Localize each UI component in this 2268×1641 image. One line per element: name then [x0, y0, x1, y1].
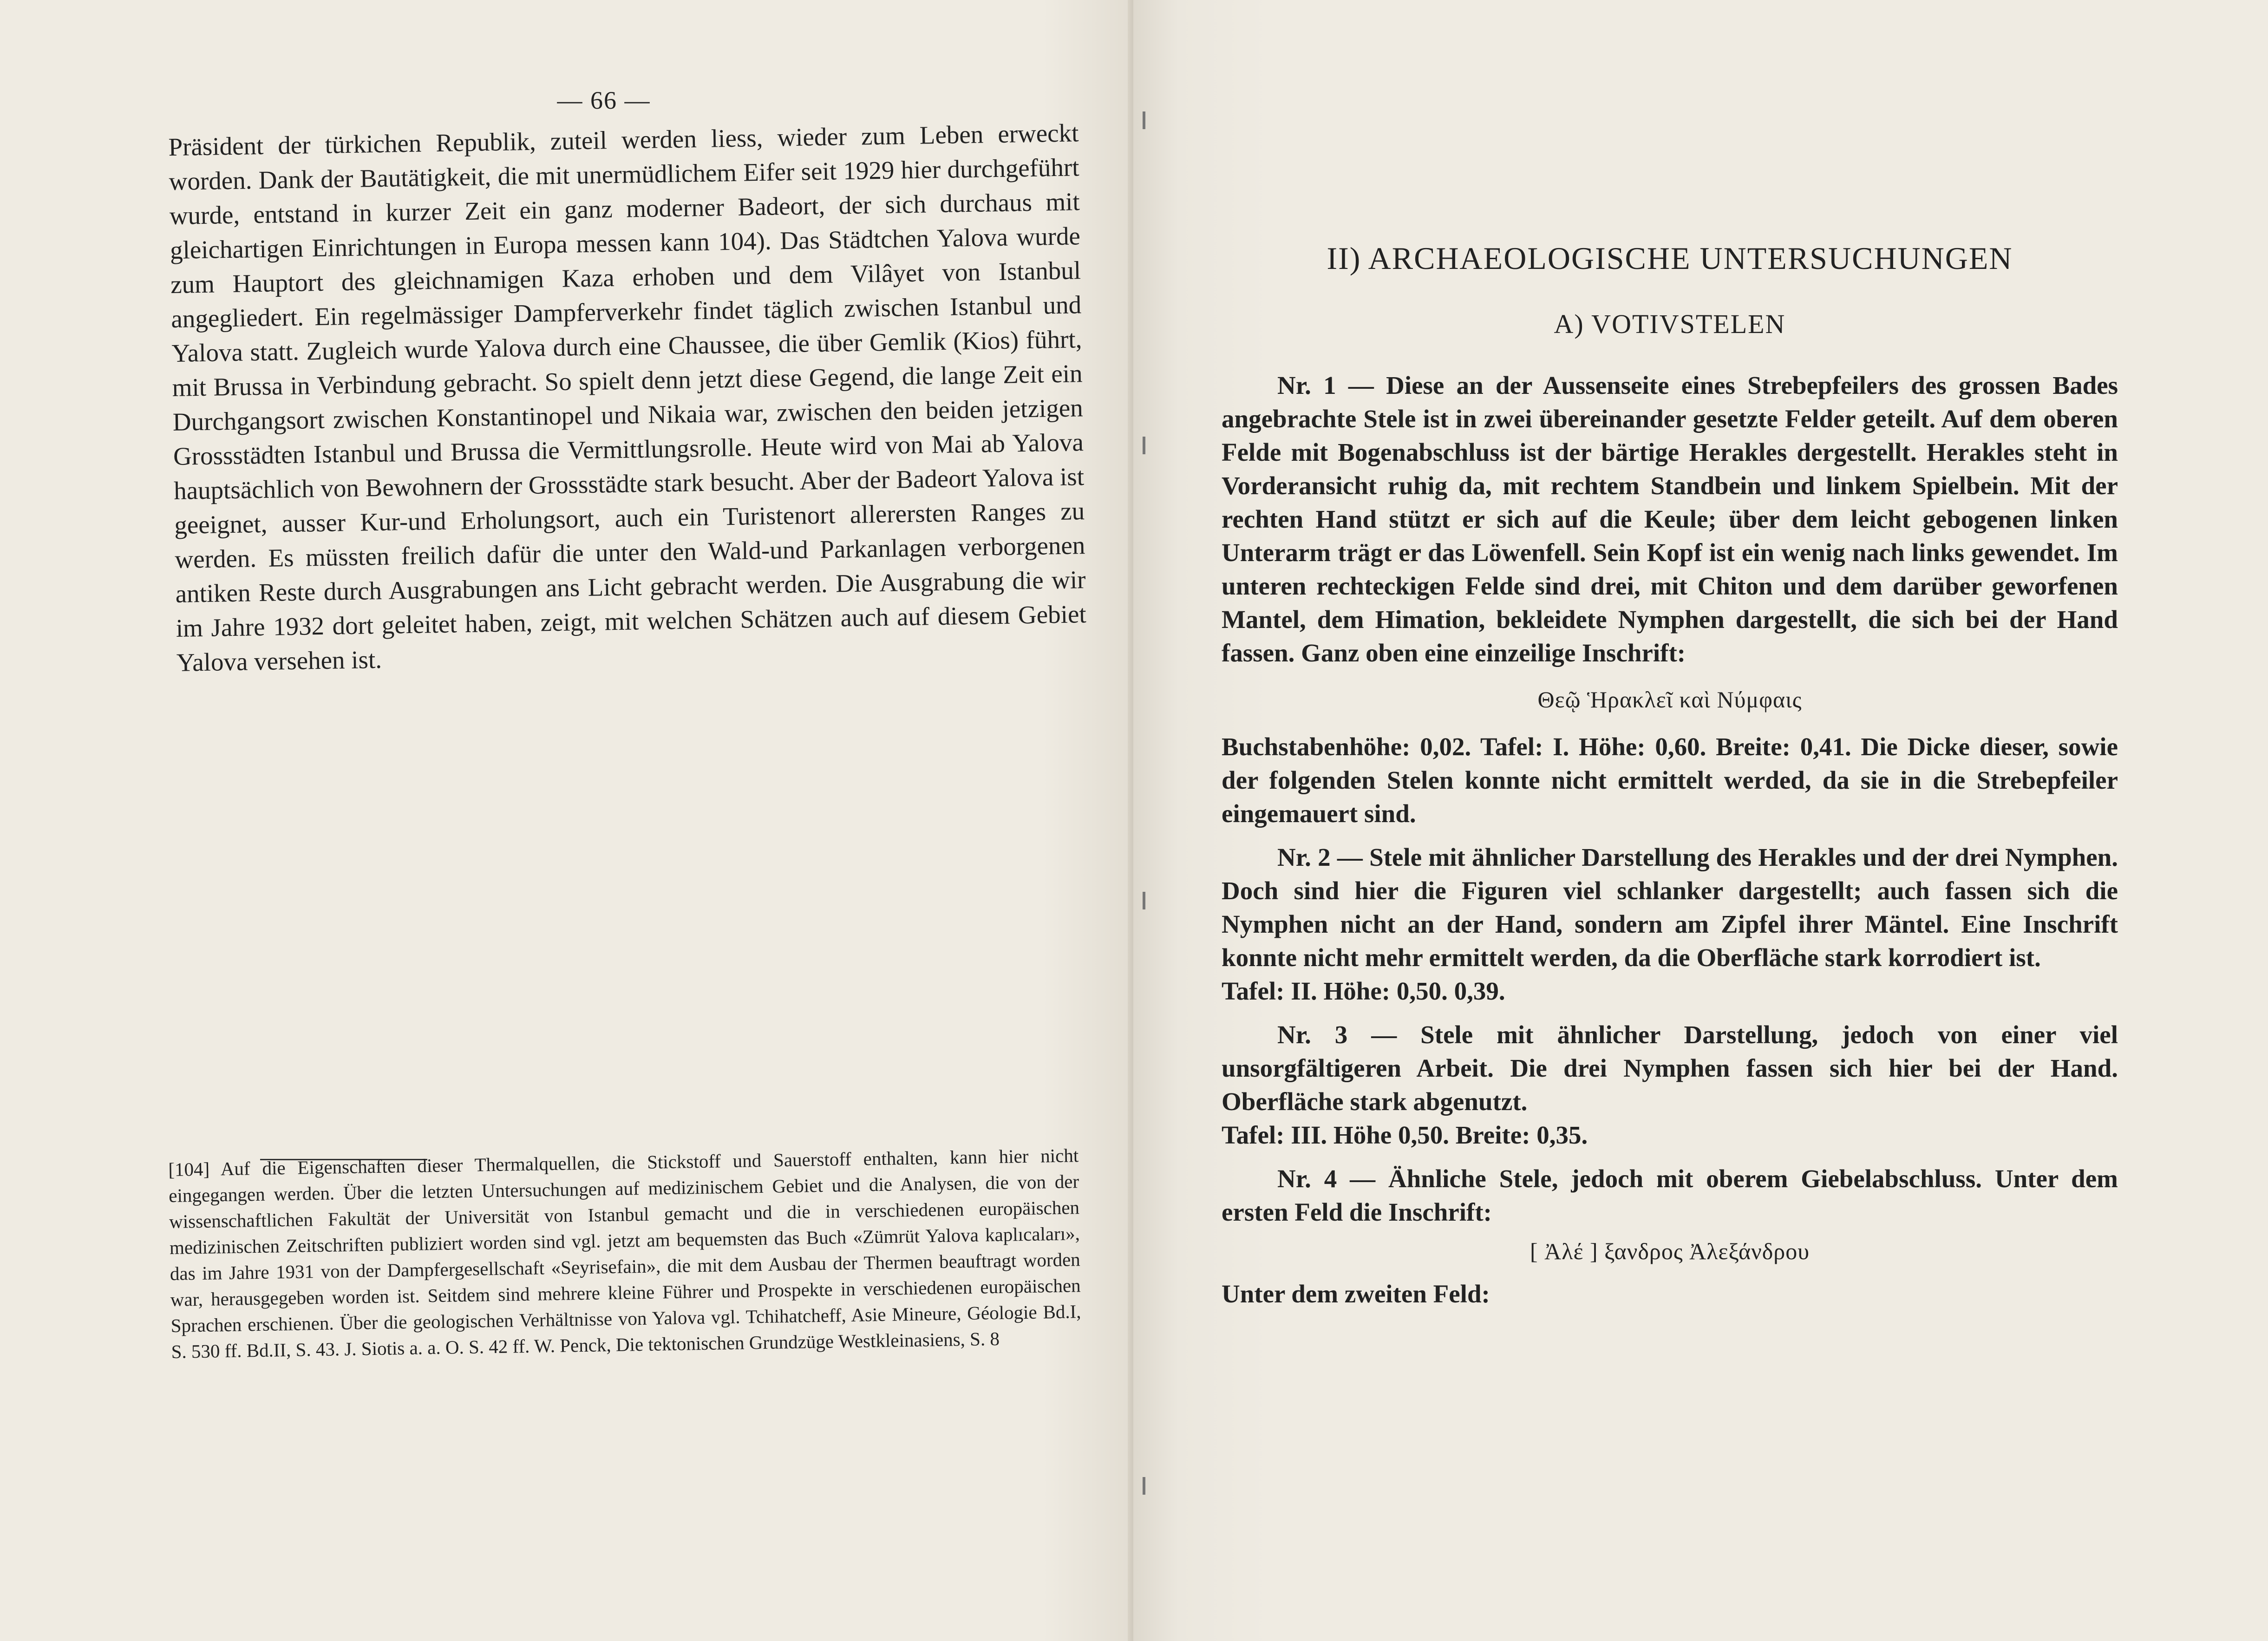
- page-number: — 66 —: [557, 86, 651, 114]
- right-body: [1222, 242, 2118, 1311]
- entry-nr1: Nr. 1 — Diese an der Aussenseite eines Strebepfeilers des grossen Bades angebrachte Stele ist in zwei übereinander gesetzte Felder geteilt. Auf dem oberen Felde mit Bogenabschluss ist der bärtige Herakles dergestellt. Herakles steht in Vorderansicht ruhig da, mit rechtem Standbein und linkem Spielbein. Mit der rechten Hand stützt er sich auf die Keule; über dem leicht gebogenen linken Unterarm trägt er das Löwenfell. Sein Kopf ist ein wenig nach links gewendet. Im unteren rechteckigen Felde sind drei, mit Chiton und dem darüber geworfenen Mantel, dem Himation, bekleidete Nymphen dargestellt, die sich bei der Hand fassen. Ganz oben eine einzeilige Inschrift:: [1222, 371, 2118, 667]
- footnote-text: [104] Auf die Eigenschaften dieser Thermalquellen, die Stickstoff und Sauerstoff enthalten, kann hier nicht eingegangen werden. Über die letzten Untersuchungen auf medizinischem Gebiet und die Analysen, die von der wissenschaftlichen Fakultät der Universität von Istanbul gemacht und die in verschiedenen europäischen medizinischen Zeitschriften publiziert worden sind vgl. jetzt am bequemsten das Buch «Zümrüt Yalova kaplıcaları», das im Jahre 1931 von der Dampfergesellschaft «Seyrisefain», die mit dem Ausbau der Thermen beauftragt worden war, herausgegeben worden ist. Seitdem sind mehrere kleine Führer und Prospekte in verschiedenen europäischen Sprachen erschienen. Über die geologischen Verhältnisse von Yalova vgl. Tchihatcheff, Asie Mineure, Géologie Bd.I, S. 530 ff. Bd.II, S. 43. J. Siotis a. a. O. S. 42 ff. W. Penck, Die tektonischen Grundzüge Westkleinasiens, S. 8: [168, 1144, 1081, 1362]
- entry-nr2: Nr. 2 — Stele mit ähnlicher Darstellung des Herakles und der drei Nymphen. Doch sind hier die Figuren viel schlanker dargestellt; auch fassen sich die Nymphen nicht an der Hand, sondern am Zipfel ihrer Mäntel. Eine Inschrift konnte nicht mehr ermittelt werden, da die Oberfläche stark korrodiert ist.: [1222, 843, 2118, 972]
- section-title: II) ARCHAEOLOGISCHE UNTERSUCHUNGEN: [1327, 241, 2013, 276]
- binding-mark: [1143, 1477, 1145, 1495]
- binding-mark: [1143, 892, 1145, 909]
- subsection-title: A) VOTIVSTELEN: [1554, 309, 1786, 339]
- measurements-nr2: Tafel: II. Höhe: 0,50. 0,39.: [1222, 977, 1505, 1005]
- entry-nr3: Nr. 3 — Stele mit ähnlicher Darstellung, jedoch von einer viel unsorgfältigeren Arbeit. Die drei Nymphen fassen sich hier bei der Hand. Oberfläche stark abgenutzt.: [1222, 1020, 2118, 1116]
- inscription-nr4: [ Ἀλέ ] ξανδρος Ἀλεξάνδρου: [1529, 1238, 1810, 1264]
- left-body-text: [168, 116, 1087, 680]
- entry-nr4: Nr. 4 — Ähnliche Stele, jedoch mit oberem Giebelabschluss. Unter dem ersten Feld die Inschrift:: [1222, 1164, 2118, 1226]
- binding-mark: [1143, 111, 1145, 129]
- entry-nr4-second-field: Unter dem zweiten Feld:: [1222, 1280, 1490, 1308]
- inscription-nr1: Θεῷ Ἡρακλεῖ καὶ Νύμφαις: [1537, 686, 1802, 713]
- binding-mark: [1143, 437, 1145, 454]
- footnote: [168, 1142, 1082, 1365]
- body-paragraph: Präsident der türkichen Republik, zuteil werden liess, wieder zum Leben erweckt worden. Dank der Bautätigkeit, die mit unermüdlichem Eifer seit 1929 hier durchgeführt wurde, entstand in kurzer Zeit ein ganz moderner Badeort, der sich durchaus mit gleichartigen Einrichtungen in Europa messen kann 104). Das Städtchen Yalova wurde zum Hauptort des gleichnamigen Kaza erhoben und dem Vilâyet von Istanbul angegliedert. Ein regelmässiger Dampferverkehr findet täglich zwischen Istanbul und Yalova statt. Zugleich wurde Yalova durch eine Chaussee, die über Gemlik (Kios) führt, mit Brussa in Verbindung gebracht. So spielt denn jetzt diese Gegend, die lange Zeit ein Durchgangsort zwischen Konstantinopel und Nikaia war, zwischen den beiden jetzigen Grossstädten Istanbul und Brussa die Vermittlungsrolle. Heute wird von Mai ab Yalova hauptsächlich von Bewohnern der Grossstädte stark besucht. Aber der Badeort Yalova ist geeignet, ausser Kur-und Erholungsort, auch ein Turistenort allerersten Ranges zu werden. Es müssten freilich dafür die unter den Wald-und Parkanlagen verborgenen antiken Reste durch Ausgrabungen ans Licht gebracht werden. Die Ausgrabung die wir im Jahre 1932 dort geleitet haben, zeigt, mit welchen Schätzen auch auf diesem Gebiet Yalova versehen ist.: [168, 118, 1087, 677]
- measurements-nr1: Buchstabenhöhe: 0,02. Tafel: I. Höhe: 0,60. Breite: 0,41. Die Dicke dieser, sowie der folgenden Stelen konnte nicht ermittelt werded, da sie in die Strebepfeiler eingemauert sind.: [1222, 732, 2118, 828]
- measurements-nr3: Tafel: III. Höhe 0,50. Breite: 0,35.: [1222, 1121, 1588, 1149]
- left-page: [0, 0, 1133, 1641]
